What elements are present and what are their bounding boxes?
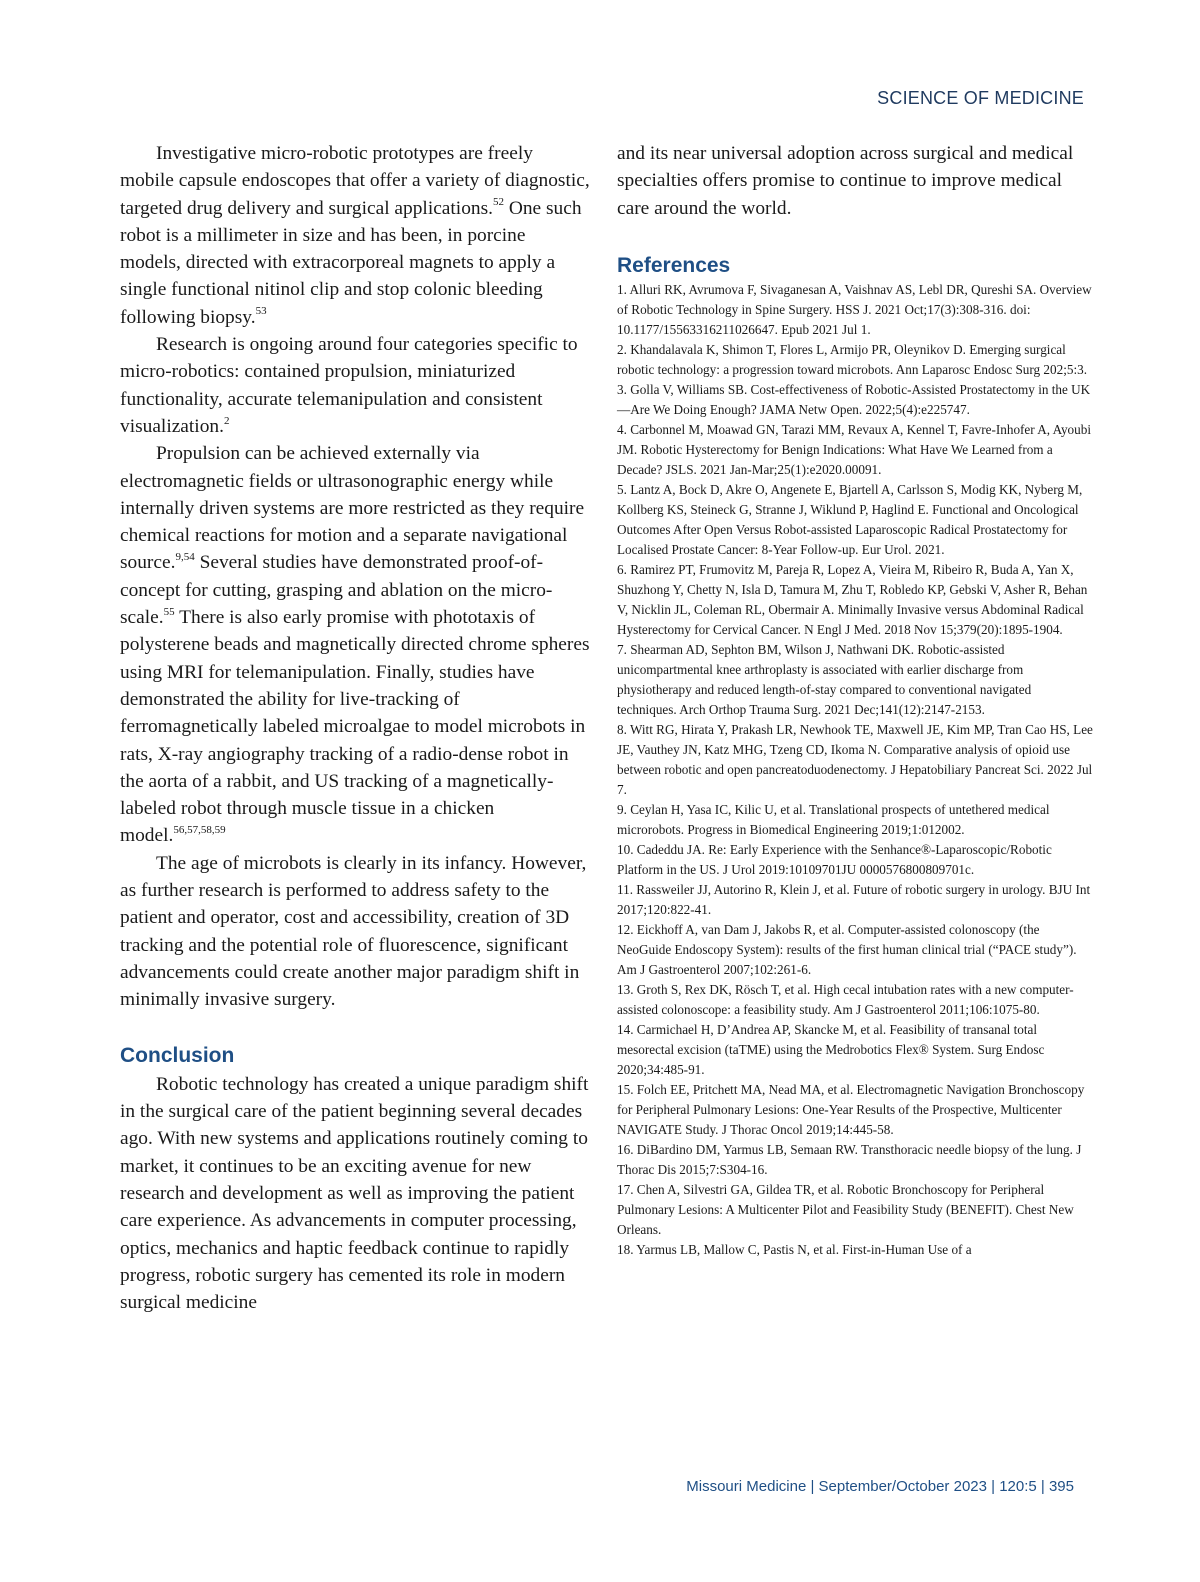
body-paragraph: Investigative micro-robotic prototypes are freely mobile capsule endoscopes that offer a variety of diagnostic, targeted drug delivery and surgical applications.$^{52}$ One such robot is a millimeter in size and has been, in porcine models, directed with extracorporeal magnets to apply a single functional nitinol clip and stop colonic bleeding following biopsy.$^{53}$	[120, 143, 590, 328]
section-label: SCIENCE OF MEDICINE	[877, 88, 1084, 108]
reference-item: 16. DiBardino DM, Yarmus LB, Semaan RW. Transthoracic needle biopsy of the lung. J Thorac Dis 2015;7:S304-16.	[617, 1141, 1082, 1177]
reference-item: 18. Yarmus LB, Mallow C, Pastis N, et al. First-in-Human Use of a	[617, 1241, 972, 1257]
right-column	[617, 140, 1093, 1260]
conclusion-heading: Conclusion	[120, 1043, 235, 1067]
citation: 52	[492, 196, 504, 209]
reference-item: 4. Carbonnel M, Moawad GN, Tarazi MM, Revaux A, Kennel T, Favre-Inhofer A, Ayoubi JM. Robotic Hysterectomy for Benign Indications: What Have We Learned from a Decade? JSLS. 2021 Jan-Mar;25(1):e2020.00091.	[617, 421, 1091, 477]
conclusion-paragraph: Robotic technology has created a unique paradigm shift in the surgical care of the patient beginning several decades ago. With new systems and applications routinely coming to market, it continues to be an exciting avenue for new research and development as well as improving the patient care experience. As advancements in computer processing, optics, mechanics and haptic feedback continue to rapidly progress, robotic surgery has cemented its role in modern surgical medicine	[120, 1073, 589, 1314]
reference-item: 1. Alluri RK, Avrumova F, Sivaganesan A, Vaishnav AS, Lebl DR, Qureshi SA. Overview of Robotic Technology in Spine Surgery. HSS J. 2021 Oct;17(3):308-316. doi: 10.1177/15563316211026647. Epub 2021 Jul 1.	[617, 281, 1092, 337]
body-paragraph: Propulsion can be achieved externally via electromagnetic fields or ultrasonographic energy while internally driven systems are more restricted as they require chemical reactions for motion and a separate navigational source.$^{9,54}$ Several studies have demonstrated proof-of-concept for cutting, grasping and ablation on the micro-scale.$^{55}$ There is also early promise with phototaxis of polysterene beads and magnetically directed chrome spheres using MRI for telemanipulation. Finally, studies have demonstrated the ability for live-tracking of ferromagnetically labeled microalgae to model microbots in rats, X-ray angiography tracking of a radio-dense robot in the aorta of a rabbit, and US tracking of a magnetically-labeled robot through muscle tissue in a chicken model.$^{56,57,58,59}$	[120, 443, 590, 847]
continued-paragraph: and its near universal adoption across surgical and medical specialties offers promise to continue to improve medical care around the world.	[617, 143, 1074, 219]
reference-item: 14. Carmichael H, D’Andrea AP, Skancke M, et al. Feasibility of transanal total mesorectal excision (taTME) using the Medrobotics Flex® System. Surg Endosc 2020;34:485-91.	[617, 1021, 1045, 1077]
reference-item: 15. Folch EE, Pritchett MA, Nead MA, et al. Electromagnetic Navigation Bronchoscopy for Peripheral Pulmonary Lesions: One-Year Results of the Prospective, Multicenter NAVIGATE Study. J Thorac Oncol 2019;14:445-58.	[617, 1081, 1085, 1137]
body-paragraph: Research is ongoing around four categories specific to micro-robotics: contained propulsion, miniaturized functionality, accurate telemanipulation and consistent visualization.$^2$	[120, 334, 578, 437]
reference-item: 8. Witt RG, Hirata Y, Prakash LR, Newhook TE, Maxwell JE, Kim MP, Tran Cao HS, Lee JE, Vauthey JN, Katz MHG, Tzeng CD, Ikoma N. Comparative analysis of opioid use between robotic and open pancreatoduodenectomy. J Hepatobiliary Pancreat Sci. 2022 Jul 7.	[617, 721, 1093, 797]
page-footer: Missouri Medicine | September/October 2023 | 120:5 | 395	[686, 1478, 1074, 1495]
citation: 2	[223, 414, 230, 427]
citation: 53	[255, 305, 267, 318]
citation: 55	[163, 605, 175, 618]
references-heading: References	[617, 253, 731, 277]
reference-item: 9. Ceylan H, Yasa IC, Kilic U, et al. Translational prospects of untethered medical microrobots. Progress in Biomedical Engineering 2019;1:012002.	[617, 801, 1050, 837]
reference-item: 5. Lantz A, Bock D, Akre O, Angenete E, Bjartell A, Carlsson S, Modig KK, Nyberg M, Kollberg KS, Steineck G, Stranne J, Wiklund P, Haglind E. Functional and Oncological Outcomes After Open Versus Robot-assisted Laparoscopic Radical Prostatectomy for Localised Prostate Cancer: 8-Year Follow-up. Eur Urol. 2021.	[617, 481, 1083, 557]
references-list	[617, 280, 1093, 1260]
body-paragraph: The age of microbots is clearly in its infancy. However, as further research is performed to address safety to the patient and operator, cost and accessibility, creation of 3D tracking and the potential role of fluorescence, significant advancements could create another major paradigm shift in minimally invasive surgery.	[120, 852, 587, 1011]
reference-item: 17. Chen A, Silvestri GA, Gildea TR, et al. Robotic Bronchoscopy for Peripheral Pulmonary Lesions: A Multicenter Pilot and Feasibility Study (BENEFIT). Chest New Orleans.	[617, 1181, 1074, 1237]
reference-item: 3. Golla V, Williams SB. Cost-effectiveness of Robotic-Assisted Prostatectomy in the UK—Are We Doing Enough? JAMA Netw Open. 2022;5(4):e225747.	[617, 381, 1091, 417]
reference-item: 11. Rassweiler JJ, Autorino R, Klein J, et al. Future of robotic surgery in urology. BJU Int 2017;120:822-41.	[617, 881, 1091, 917]
reference-item: 6. Ramirez PT, Frumovitz M, Pareja R, Lopez A, Vieira M, Ribeiro R, Buda A, Yan X, Shuzhong Y, Chetty N, Isla D, Tamura M, Zhu T, Robledo KP, Gebski V, Asher R, Behan V, Nicklin JL, Coleman RL, Obermair A. Minimally Invasive versus Abdominal Radical Hysterectomy for Cervical Cancer. N Engl J Med. 2018 Nov 15;379(20):1895-1904.	[617, 561, 1088, 637]
reference-item: 13. Groth S, Rex DK, Rösch T, et al. High cecal intubation rates with a new computer-assisted colonoscope: a feasibility study. Am J Gastroenterol 2011;106:1075-80.	[617, 981, 1074, 1017]
citation: 9,54	[175, 550, 195, 563]
citation: 56,57,58,59	[173, 823, 226, 836]
reference-item: 10. Cadeddu JA. Re: Early Experience with the Senhance®-Laparoscopic/Robotic Platform in the US. J Urol 2019:10109701JU 0000576800809701c.	[617, 841, 1052, 877]
reference-item: 12. Eickhoff A, van Dam J, Jakobs R, et al. Computer-assisted colonoscopy (the NeoGuide Endoscopy System): results of the first human clinical trial (“PACE study”). Am J Gastroenterol 2007;102:261-6.	[617, 921, 1077, 977]
reference-item: 2. Khandalavala K, Shimon T, Flores L, Armijo PR, Oleynikov D. Emerging surgical robotic technology: a progression toward microbots. Ann Laparosc Endosc Surg 202;5:3.	[617, 341, 1088, 377]
reference-item: 7. Shearman AD, Sephton BM, Wilson J, Nathwani DK. Robotic-assisted unicompartmental knee arthroplasty is associated with earlier discharge from physiotherapy and reduced length-of-stay compared to conventional navigated techniques. Arch Orthop Trauma Surg. 2021 Dec;141(12):2147-2153.	[617, 641, 1032, 717]
left-column	[120, 140, 590, 1316]
